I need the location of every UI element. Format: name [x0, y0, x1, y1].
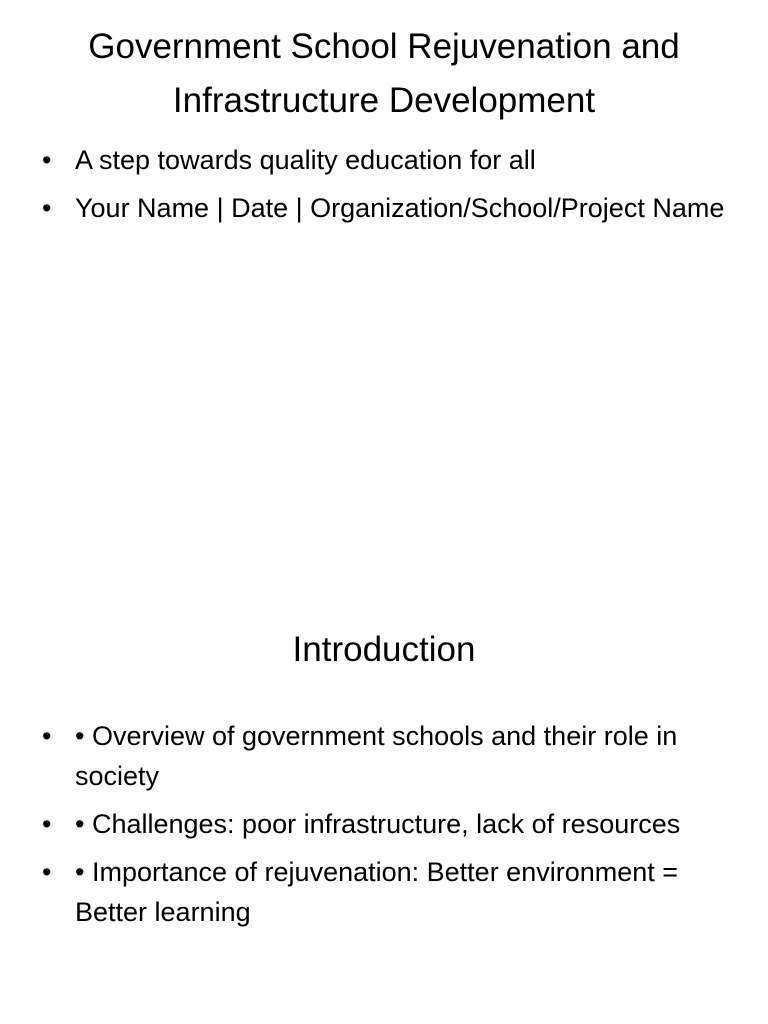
bullet-marker: •: [42, 193, 52, 223]
bullet-item: [42, 804, 728, 844]
bullet-item: [42, 852, 728, 932]
bullet-marker: •: [42, 721, 52, 751]
bullet-item: [42, 188, 728, 228]
bullet-marker: •: [42, 857, 52, 887]
bullet-text: A step towards quality education for all: [75, 145, 536, 175]
slide-introduction-heading: Introduction: [292, 630, 476, 669]
slide-introduction-bullet-list: [42, 716, 728, 940]
bullet-item: [42, 140, 728, 180]
bullet-text: • Challenges: poor infrastructure, lack of resources: [75, 809, 681, 839]
bullet-item: [42, 716, 728, 796]
slide-introduction: [0, 512, 768, 1024]
bullet-text: • Overview of government schools and their role in society: [75, 721, 678, 791]
slide-title-bullet-list: [42, 140, 728, 236]
bullet-text: Your Name | Date | Organization/School/Project Name: [75, 193, 725, 223]
bullet-text: • Importance of rejuvenation: Better environment = Better learning: [75, 857, 679, 927]
slide-title-heading: Government School Rejuvenation and Infrastructure Development: [88, 27, 680, 120]
bullet-marker: •: [42, 809, 52, 839]
bullet-marker: •: [42, 145, 52, 175]
